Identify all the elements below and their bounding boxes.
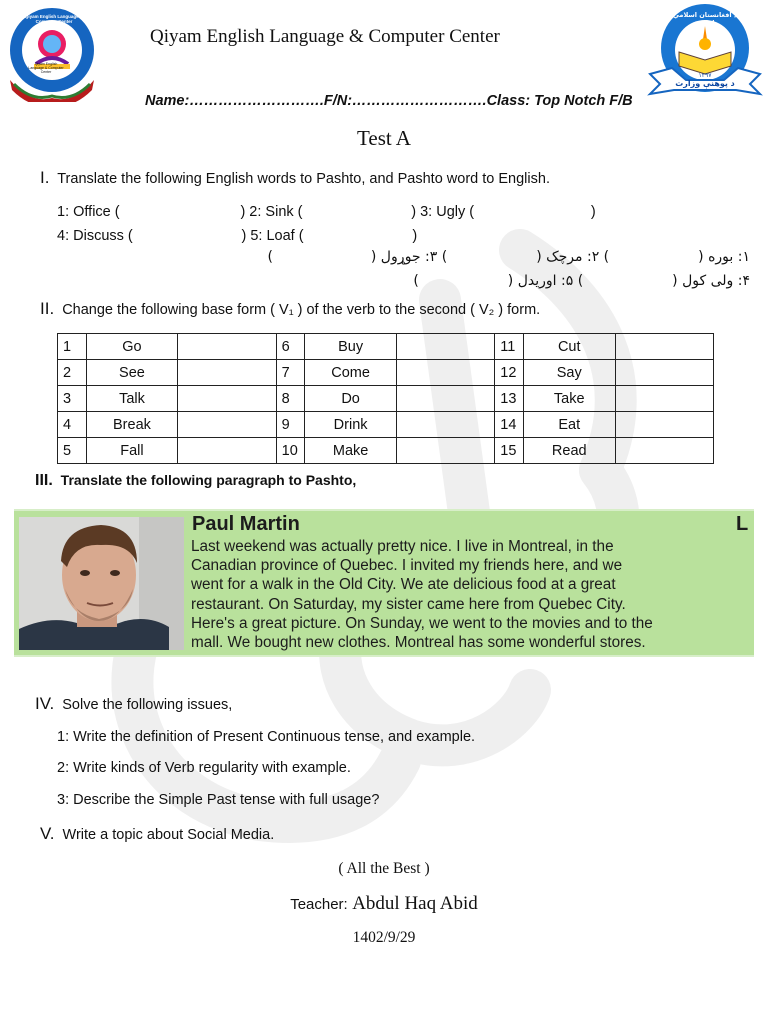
vocab-line-2: 4: Discuss ( ) 5: Loaf ( ) (57, 228, 418, 244)
section-5-text: Write a topic about Social Media. (62, 827, 275, 843)
section-4-text: Solve the following issues, (62, 697, 233, 713)
verb-base: Say (523, 360, 615, 386)
section-4-heading (35, 694, 232, 714)
vocab-line-1: 1: Office ( ) 2: Sink ( ) 3: Ugly ( ) (57, 204, 596, 220)
teacher-label: Teacher: (290, 896, 348, 913)
verb-number: 15 (495, 438, 524, 464)
verb-base: See (86, 360, 178, 386)
test-date: 1402/9/29 (352, 929, 416, 946)
verb-base: Do (305, 386, 397, 412)
pashto-line-2: ۴: ولی کول ( ) ۵: اوریدل ( ) (413, 273, 750, 289)
answer-cell[interactable] (397, 412, 495, 438)
verb-base: Come (305, 360, 397, 386)
verb-number: 7 (276, 360, 305, 386)
question-1: 1: Write the definition of Present Continuous tense, and example. (57, 729, 476, 745)
answer-cell[interactable] (397, 334, 495, 360)
person-name: Paul Martin (192, 513, 300, 535)
verb-number: 12 (495, 360, 524, 386)
verb-number: 8 (276, 386, 305, 412)
verb-number: 13 (495, 386, 524, 412)
table-row (58, 360, 714, 386)
answer-cell[interactable] (615, 412, 713, 438)
section-3-text: Translate the following paragraph to Pashto, (60, 472, 357, 488)
section-1-number: I. (40, 168, 50, 187)
verb-base: Go (86, 334, 178, 360)
emblem-year: ۱۲۹۷ (698, 73, 712, 79)
verb-base: Fall (86, 438, 178, 464)
question-2: 2: Write kinds of Verb regularity with example. (57, 760, 351, 776)
all-the-best: ( All the Best ) (338, 860, 430, 877)
answer-cell[interactable] (178, 412, 276, 438)
test-title: Test A (357, 126, 411, 150)
verb-base: Talk (86, 386, 178, 412)
answer-cell[interactable] (178, 334, 276, 360)
answer-cell[interactable] (615, 334, 713, 360)
logo-ring-text: Qiyam English Language & Computer Center (24, 14, 84, 24)
teacher-line (0, 893, 768, 915)
emblem-ribbon-text: د پوهنې وزارت (675, 79, 735, 88)
cut-off-heading: L (736, 513, 749, 535)
verb-base: Buy (305, 334, 397, 360)
section-3-number: III. (35, 472, 53, 489)
verb-number: 4 (58, 412, 87, 438)
answer-cell[interactable] (178, 360, 276, 386)
question-3: 3: Describe the Simple Past tense with full usage? (57, 792, 380, 808)
verb-base: Read (523, 438, 615, 464)
answer-cell[interactable] (397, 360, 495, 386)
section-2-heading (40, 299, 540, 319)
center-name: Qiyam English Language & Computer Center (150, 26, 500, 47)
verb-base: Cut (523, 334, 615, 360)
verb-base: Eat (523, 412, 615, 438)
verb-table (57, 333, 714, 464)
verb-base: Drink (305, 412, 397, 438)
pashto-line-1: ۱: بوره ( ) ۲: مرچک ( ) ۳: جوړول ( ) (267, 249, 750, 265)
person-photo (19, 517, 184, 650)
answer-cell[interactable] (397, 386, 495, 412)
section-5-number: V. (40, 824, 55, 843)
table-row (58, 438, 714, 464)
section-4-number: IV. (35, 694, 55, 713)
verb-base: Break (86, 412, 178, 438)
verb-number: 10 (276, 438, 305, 464)
verb-base: Make (305, 438, 397, 464)
verb-number: 6 (276, 334, 305, 360)
section-5-heading (40, 824, 274, 844)
section-1-heading (40, 168, 550, 188)
answer-cell[interactable] (178, 438, 276, 464)
verb-number: 14 (495, 412, 524, 438)
verb-number: 9 (276, 412, 305, 438)
answer-cell[interactable] (397, 438, 495, 464)
section-2-number: II. (40, 299, 55, 318)
verb-number: 11 (495, 334, 524, 360)
verb-number: 3 (58, 386, 87, 412)
paragraph-text: Last weekend was actually pretty nice. I live in Montreal, in the Canadian province of Quebec. I invited my friends here, and we went for a walk in the Old City. We ate delicious food at a great restaurant. On Saturday, my sister came here from Quebec City. Here's a great picture. On Sunday, we went to the movies and to the mall. We bought new clothes. Montreal has some wonderful stores. (191, 538, 653, 652)
paragraph-box (14, 509, 754, 657)
student-info-line: Name:……………………….F/N:……………………….Class: Top Notch F/B (145, 93, 633, 109)
emblem-arc-text: د افغانستان اسلامي امارت (672, 11, 738, 27)
verb-number: 2 (58, 360, 87, 386)
logo-inner-text: Qiyam English Language & Computer Center (28, 62, 64, 74)
answer-cell[interactable] (615, 386, 713, 412)
verb-number: 1 (58, 334, 87, 360)
section-2-text: Change the following base form ( V₁ ) of the verb to the second ( V₂ ) form. (62, 302, 541, 318)
teacher-name: Abdul Haq Abid (352, 893, 478, 914)
verb-base: Take (523, 386, 615, 412)
verb-number: 5 (58, 438, 87, 464)
table-row (58, 412, 714, 438)
section-3-heading (35, 472, 356, 490)
table-row (58, 386, 714, 412)
table-row (58, 334, 714, 360)
section-1-text: Translate the following English words to Pashto, and Pashto word to English. (57, 171, 550, 187)
answer-cell[interactable] (615, 438, 713, 464)
answer-cell[interactable] (615, 360, 713, 386)
answer-cell[interactable] (178, 386, 276, 412)
